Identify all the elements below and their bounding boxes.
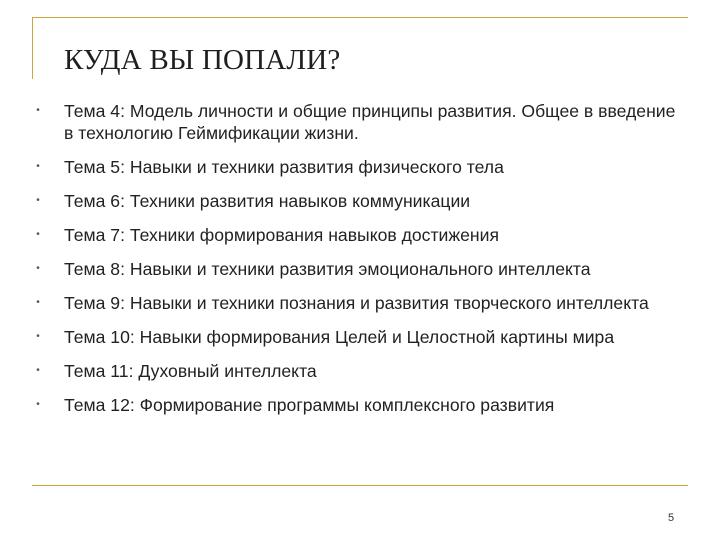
list-item-text: Тема 6: Техники развития навыков коммуникации [64,191,471,211]
list-item [32,224,682,246]
bullet-icon: • [36,195,40,206]
page-number: 5 [668,512,675,524]
list-item [32,360,682,382]
list-item-text: Тема 9: Навыки и техники познания и развития творческого интеллекта [64,293,649,313]
bullet-icon: • [36,399,40,410]
list-item [32,156,682,178]
list-item-text: Тема 11: Духовный интеллекта [64,361,317,381]
list-item-text: Тема 7: Техники формирования навыков достижения [64,225,499,245]
list-item-text: Тема 4: Модель личности и общие принципы развития. Общее в введение в технологию Геймификации жизни. [64,101,676,143]
slide-title: КУДА ВЫ ПОПАЛИ? [64,44,341,76]
list-item-text: Тема 10: Навыки формирования Целей и Целостной картины мира [64,327,615,347]
list-item [32,326,682,348]
list-item-text: Тема 5: Навыки и техники развития физического тела [64,157,504,177]
bullet-icon: • [36,105,40,116]
list-item [32,258,682,280]
list-item-text: Тема 12: Формирование программы комплексного развития [64,395,555,415]
bullet-icon: • [36,263,40,274]
list-item [32,190,682,212]
frame-left-line [32,17,33,79]
frame-top-line [32,17,688,18]
bullet-icon: • [36,229,40,240]
bullet-icon: • [36,365,40,376]
bullet-icon: • [36,161,40,172]
list-item [32,292,682,314]
bullet-icon: • [36,331,40,342]
list-item-text: Тема 8: Навыки и техники развития эмоционального интеллекта [64,259,591,279]
list-item [32,100,682,144]
bullet-icon: • [36,297,40,308]
list-item [32,394,682,416]
frame-bottom-line [32,485,688,486]
topic-list [32,100,682,416]
